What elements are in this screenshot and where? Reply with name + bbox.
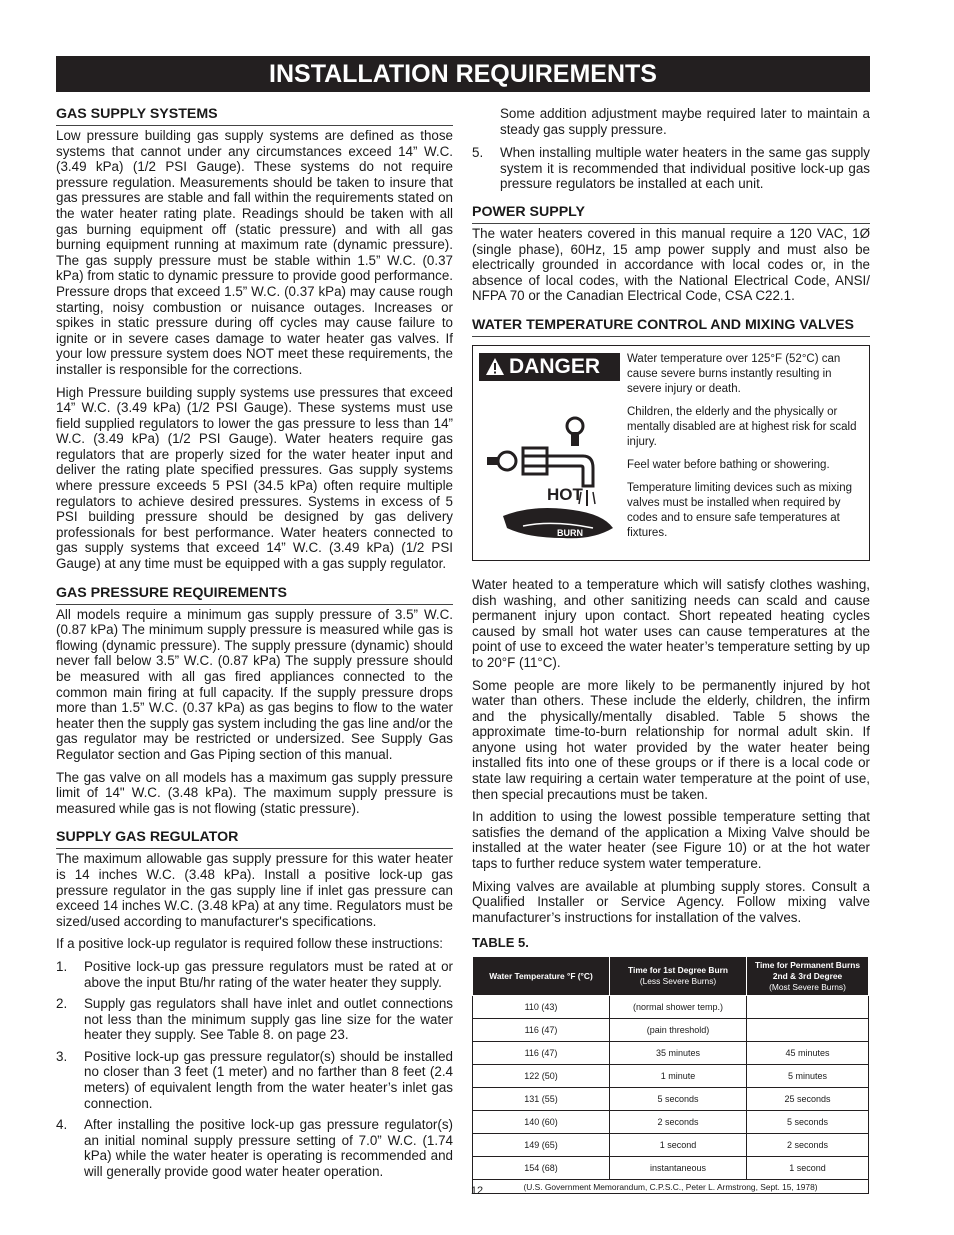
power-supply-heading: POWER SUPPLY <box>472 204 870 224</box>
danger-line: Feel water before bathing or showering. <box>627 458 830 471</box>
supply-regulator-paragraph-2: If a positive lock-up regulator is required follow these instructions: <box>56 936 444 952</box>
left-column <box>56 106 453 1186</box>
power-supply-paragraph: The water heaters covered in this manual require a 120 VAC, 1Ø (single phase), 60Hz, 15 amp power supply and must also be electrically grounded in accordance with local codes or, in the absence of local codes, with the National Electrical Code, ANSI/ NFPA 70 or the Canadian Electrical Code, CSA C22.1. <box>472 225 870 304</box>
gas-pressure-paragraph-2: The gas valve on all models has a maximum gas supply pressure limit of 14" W.C. (3.48 kPa). The maximum supply pressure is measured while gas is not flowing (static pressure). <box>56 769 453 816</box>
table-header: Time for Permanent Burns 2nd & 3rd Degree (Most Severe Burns) <box>747 957 869 996</box>
water-temp-paragraph-1: Water heated to a temperature which will satisfy clothes washing, dish washing, and other sanitizing needs can scald and cause permanent injury upon contact. Short repeated heating cycles caused by small hot water uses can cause temperatures at the point of use to exceed the water heater’s temperature setting by up to 20°F (11°C). <box>472 576 870 670</box>
danger-line: Temperature limiting devices such as mixing valves must be installed when required by codes and to ensure safe temperatures at fixtures. <box>627 481 852 539</box>
danger-warning-box <box>472 345 870 561</box>
table-footnote: (U.S. Government Memorandum, C.P.S.C., Peter L. Armstrong, Sept. 15, 1978) <box>473 1180 869 1194</box>
table-row: 131 (55) 5 seconds 25 seconds <box>473 1088 869 1111</box>
page-title: INSTALLATION REQUIREMENTS <box>56 56 870 92</box>
gas-supply-paragraph-1: Low pressure building gas supply systems are defined as those systems that cannot under any circumstances exceed 14” W.C. (3.49 kPa) (1/2 PSI Gauge). These systems do not require pressure regulation. Measurements should be taken to insure that gas pressures are stable and fall within the requirements stated on the water heater rating plate. Readings should be taken with all gas burning equipment off (static pressure) and with all gas burning equipment running at maximum rate (dynamic pressure). The gas supply pressure must be stable within 1.5” W.C. (0.37 kPa) from static to dynamic pressure to provide good performance. Pressure drops that exceed 1.5” W.C. (0.37 kPa) may cause rough starting, noisy combustion or nuisance outages. Increases or spikes in static pressure during off cycles may cause failure to ignite or in severe cases damage to water heater gas valves. If your low pressure system does NOT meet these requirements, the installer is responsible for the corrections. <box>56 128 453 377</box>
list-item: 2. Supply gas regulators shall have inlet and outlet connections not less than the minimum supply gas line size for the water heater they supply. See Table 8. on page 23. <box>56 996 453 1043</box>
supply-regulator-heading: SUPPLY GAS REGULATOR <box>56 829 453 849</box>
gas-supply-heading: GAS SUPPLY SYSTEMS <box>56 106 453 126</box>
table-header: Water Temperature °F (°C) <box>473 957 610 996</box>
danger-line: Water temperature over 125°F (52°C) can cause severe burns instantly resulting in severe injury or death. <box>627 352 841 395</box>
table-row: 140 (60) 2 seconds 5 seconds <box>473 1111 869 1134</box>
warning-triangle-icon <box>485 357 505 376</box>
regulator-instructions-continued <box>472 106 870 192</box>
hot-water-faucet-icon <box>483 416 623 546</box>
list-item: 5. When installing multiple water heaters in the same gas supply system it is recommended that individual positive lock-up gas pressure regulators be installed at each unit. <box>472 145 870 192</box>
table-row: 116 (47) 35 minutes 45 minutes <box>473 1042 869 1065</box>
danger-label: DANGER <box>479 353 620 381</box>
table-row: 122 (50) 1 minute 5 minutes <box>473 1065 869 1088</box>
water-temp-paragraph-2: Some people are more likely to be permanently injured by hot water than others. These include the elderly, children, the infirm and the physically/mentally disabled. Table 5 shows the approximate time-to-burn relationship for normal adult skin. If anyone using hot water provided by the water heater being installed fits into one of these groups or if there is a local code or state law requiring a certain water temperature at the point of use, then special precautions must be taken. <box>472 677 870 802</box>
hot-label: HOT <box>547 484 583 504</box>
table-row: 154 (68) instantaneous 1 second <box>473 1157 869 1180</box>
table-row: 116 (47) (pain threshold) <box>473 1019 869 1042</box>
water-temp-paragraph-4: Mixing valves are available at plumbing supply stores. Consult a Qualified Installer or Service Agency. Follow mixing valve manufacturer’s instructions for installation of the valves. <box>472 878 870 925</box>
table-row: 110 (43) (normal shower temp.) <box>473 996 869 1019</box>
danger-text <box>627 352 863 541</box>
list-item: 3. Positive lock-up gas pressure regulator(s) should be installed no closer than 3 feet (1 meter) and no farther than 8 feet (2.4 meters) of equivalent length from the water heater’s inlet gas connection. <box>56 1048 453 1111</box>
list-item: 4. After installing the positive lock-up gas pressure regulator(s) an initial nominal supply pressure setting of 7.0” W.C. (1.74 kPa) while the water heater is operating is recommended and will generally provide good water heater operation. <box>56 1117 453 1180</box>
burn-label: BURN <box>557 527 583 538</box>
list-item: 1. Positive lock-up gas pressure regulators must be rated at or above the input Btu/hr rating of the water heater they supply. <box>56 958 453 990</box>
table-header: Time for 1st Degree Burn (Less Severe Burns) <box>610 957 747 996</box>
page-number: 12 <box>470 1185 484 1197</box>
regulator-instructions-list <box>56 959 453 1180</box>
table-row: 149 (65) 1 second 2 seconds <box>473 1134 869 1157</box>
danger-line: Children, the elderly and the physically or mentally disabled are at highest risk for scald injury. <box>627 405 857 448</box>
burn-time-table <box>472 956 869 1194</box>
water-temp-heading: WATER TEMPERATURE CONTROL AND MIXING VALVES <box>472 317 870 337</box>
gas-supply-paragraph-2: High Pressure building supply systems use pressures that exceed 14” W.C. (3.49 kPa) (1/2 PSI Gauge). These systems must use field supplied regulators to lower the gas pressure to less than 14” W.C. (3.49 kPa) (1/2 PSI Gauge). Water heaters require gas regulators that are properly sized for the water heater input and deliver the rating plate specified pressures. Gas supply systems where pressure exceeds 5 PSI (34.5 kPa) often require multiple regulators to achieve desired pressures. Systems in excess of 5 PSI building pressure should be designed by gas delivery professionals for best performance. Water heaters connected to gas supply systems that exceed 14” W.C. (3.49 kPa) (1/2 PSI Gauge) at any time must be equipped with a gas supply regulator. <box>56 384 453 572</box>
list-item-continuation: Some addition adjustment maybe required later to maintain a steady gas supply pressure. <box>500 106 870 137</box>
gas-pressure-heading: GAS PRESSURE REQUIREMENTS <box>56 585 453 605</box>
table-label: TABLE 5. <box>472 935 529 951</box>
gas-pressure-paragraph-1: All models require a minimum gas supply pressure of 3.5” W.C. (0.87 kPa) The minimum supply pressure is measured while gas is flowing (dynamic pressure). The supply pressure (dynamic) should never fall below 3.5” W.C. (0.87 kPa) The supply pressure should be measured with all gas fired appliances connected to the common main firing at full capacity. If the supply pressure drops more than 1.5” W.C. (0.37 kPa) as gas begins to flow to the water heater then the supply gas system including the gas line and/or the gas regulator may be restricted or undersized. See Supply Gas Regulator section and Gas Piping section of this manual. <box>56 606 453 762</box>
right-column <box>472 106 870 1194</box>
water-temp-paragraph-3: In addition to using the lowest possible temperature setting that satisfies the demand of the application a Mixing Valve should be installed at the water heater (see Figure 10) or at the hot water taps to further reduce system water temperature. <box>472 809 870 872</box>
supply-regulator-paragraph-1: The maximum allowable gas supply pressure for this water heater is 14 inches W.C. (3.48 kPa). Install a positive lock-up gas pressure regulator in the gas supply line if inlet gas pressure can exceed 14 inches W.C. (3.48 kPa) at any time. Regulators must be sized/used according to manufacturer's specifications. <box>56 851 453 929</box>
